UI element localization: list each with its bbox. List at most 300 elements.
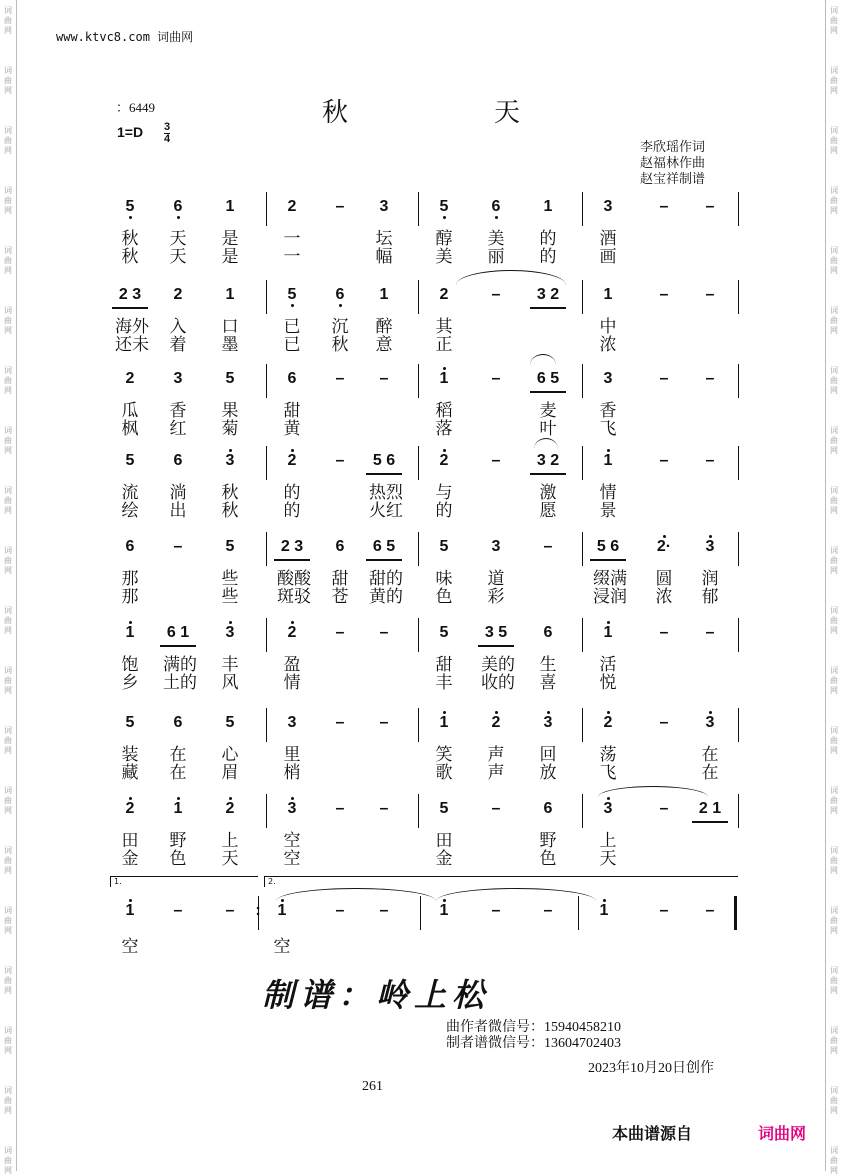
note: 3 <box>287 714 297 731</box>
lyric-syllable: 那 <box>121 587 139 607</box>
note: – <box>659 198 669 215</box>
watermark-text: 词 曲 网 <box>830 1026 838 1055</box>
lyric-syllable: 彩 <box>487 587 505 607</box>
lyric-syllable: 热烈 <box>369 483 403 503</box>
lyric-syllable: 心 <box>221 745 239 765</box>
note: – <box>659 452 669 469</box>
lyric-syllable: 的 <box>283 501 301 521</box>
lyric-syllable: 空 <box>121 937 139 957</box>
note: 6 5 <box>536 370 560 387</box>
watermark-text: 词 曲 网 <box>4 246 12 275</box>
barline <box>418 794 419 828</box>
lyric-syllable: 饱 <box>121 655 139 675</box>
barline <box>734 896 737 930</box>
eighth-underline <box>530 473 566 475</box>
note: 2 <box>439 286 449 303</box>
note: 1 <box>118 624 142 642</box>
lyric-syllable: 落 <box>435 419 453 439</box>
note: 3 <box>280 800 304 818</box>
octave-dot <box>547 711 550 714</box>
note: – <box>705 902 715 919</box>
eighth-underline <box>112 307 148 309</box>
lyric-syllable: 入 <box>169 317 187 337</box>
lyric-syllable: 枫 <box>121 419 139 439</box>
lyric-syllable: 黄的 <box>369 587 403 607</box>
octave-dot <box>495 711 498 714</box>
lyric-syllable: 空 <box>283 849 301 869</box>
note: – <box>173 902 183 919</box>
lyric-syllable: 的 <box>539 229 557 249</box>
note: 3 <box>218 624 242 642</box>
right-watermark-strip <box>825 0 842 1175</box>
lyric-syllable: 上 <box>599 831 617 851</box>
note: 2 <box>280 452 304 470</box>
barline <box>266 532 267 566</box>
note: 5 <box>118 198 142 216</box>
barline <box>266 708 267 742</box>
note: – <box>335 370 345 387</box>
lyric-syllable: 浓 <box>655 587 673 607</box>
watermark-text: 词 曲 网 <box>4 546 12 575</box>
eighth-underline <box>692 821 728 823</box>
composer-wechat: 曲作者微信号：15940458210 <box>446 1020 621 1035</box>
note: – <box>335 714 345 731</box>
note: 1 <box>432 370 456 388</box>
watermark-text: 词 曲 网 <box>830 186 838 215</box>
song-number: ：6449 <box>116 100 156 115</box>
note: 2 3 <box>118 286 142 303</box>
watermark-text: 词 曲 网 <box>4 126 12 155</box>
note: 1 <box>270 902 294 920</box>
barline <box>738 192 739 226</box>
note: – <box>705 286 715 303</box>
eighth-underline <box>590 559 626 561</box>
lyric-syllable: 幅 <box>375 247 393 267</box>
watermark-text: 词 曲 网 <box>830 1146 838 1175</box>
watermark-text: 词 曲 网 <box>830 546 838 575</box>
lyric-syllable: 是 <box>221 247 239 267</box>
lyric-syllable: 土的 <box>163 673 197 693</box>
lyric-syllable: 秋 <box>221 483 239 503</box>
lyric-syllable: 中 <box>599 317 617 337</box>
lyric-syllable: 空 <box>273 937 291 957</box>
octave-dot <box>709 535 712 538</box>
watermark-text: 词 曲 网 <box>4 306 12 335</box>
arranger-signature: 制谱：岭上松 <box>262 976 491 1014</box>
lyric-syllable: 美 <box>487 229 505 249</box>
watermark-text: 词 曲 网 <box>4 786 12 815</box>
note: 3 <box>491 538 501 555</box>
lyric-syllable: 秋 <box>121 229 139 249</box>
lyric-syllable: 菊 <box>221 419 239 439</box>
barline <box>418 446 419 480</box>
lyric-syllable: 色 <box>169 849 187 869</box>
watermark-text: 词 曲 网 <box>4 1146 12 1175</box>
barline <box>738 618 739 652</box>
note: – <box>335 902 345 919</box>
volta-bracket-2: 2. <box>264 876 738 887</box>
octave-dot <box>443 367 446 370</box>
lyric-syllable: 润 <box>701 569 719 589</box>
eighth-underline <box>366 559 402 561</box>
octave-dot <box>663 535 666 538</box>
note: – <box>379 624 389 641</box>
lyric-syllable: 画 <box>599 247 617 267</box>
note: 2 <box>596 714 620 732</box>
lyric-syllable: 满的 <box>163 655 197 675</box>
watermark-text: 词 曲 网 <box>4 906 12 935</box>
lyric-syllable: 上 <box>221 831 239 851</box>
note: – <box>379 902 389 919</box>
note: 3 <box>603 198 613 215</box>
note: – <box>659 714 669 731</box>
watermark-text: 词 曲 网 <box>830 246 838 275</box>
note: – <box>379 714 389 731</box>
barline <box>266 618 267 652</box>
note: 5 <box>125 452 135 469</box>
lyric-syllable: 收的 <box>481 673 515 693</box>
octave-dot <box>709 711 712 714</box>
page-number: 261 <box>362 1079 383 1094</box>
lyric-syllable: 丰 <box>435 673 453 693</box>
lyric-syllable: 丽 <box>487 247 505 267</box>
watermark-text: 词 曲 网 <box>830 966 838 995</box>
barline <box>418 618 419 652</box>
octave-dot <box>229 449 232 452</box>
note: – <box>705 624 715 641</box>
octave-dot <box>495 216 498 219</box>
barline <box>418 364 419 398</box>
lyric-syllable: 歌 <box>435 763 453 783</box>
lyric-syllable: 火红 <box>369 501 403 521</box>
note: 1 <box>596 624 620 642</box>
watermark-text: 词 曲 网 <box>830 666 838 695</box>
lyric-syllable: 愿 <box>539 501 557 521</box>
note: – <box>491 370 501 387</box>
left-watermark-strip <box>0 0 17 1175</box>
watermark-text: 词 曲 网 <box>830 6 838 35</box>
watermark-text: 词 曲 网 <box>830 726 838 755</box>
barline <box>582 618 583 652</box>
barline <box>266 794 267 828</box>
lyric-syllable: 藏 <box>121 763 139 783</box>
note: – <box>491 452 501 469</box>
note: 2 <box>484 714 508 732</box>
note: – <box>659 286 669 303</box>
barline <box>418 708 419 742</box>
watermark-text: 词 曲 网 <box>4 6 12 35</box>
barline <box>582 446 583 480</box>
eighth-underline <box>160 645 196 647</box>
note: 2· <box>652 538 676 556</box>
octave-dot <box>177 797 180 800</box>
note: 2 1 <box>698 800 722 817</box>
barline <box>582 794 583 828</box>
note: 6 <box>287 370 297 387</box>
watermark-text: 词 曲 网 <box>4 606 12 635</box>
lyric-syllable: 些 <box>221 587 239 607</box>
note: – <box>379 370 389 387</box>
lyric-syllable: 流 <box>121 483 139 503</box>
lyric-syllable: 天 <box>169 247 187 267</box>
lyric-syllable: 一 <box>283 229 301 249</box>
note: 5 <box>125 714 135 731</box>
note: – <box>335 452 345 469</box>
octave-dot <box>129 621 132 624</box>
lyric-syllable: 绘 <box>121 501 139 521</box>
lyric-syllable: 黄 <box>283 419 301 439</box>
slur <box>530 354 556 365</box>
octave-dot <box>129 797 132 800</box>
note: 2 <box>287 198 297 215</box>
lyric-syllable: 是 <box>221 229 239 249</box>
octave-dot <box>443 711 446 714</box>
lyric-syllable: 回 <box>539 745 557 765</box>
lyric-syllable: 声 <box>487 745 505 765</box>
lyric-syllable: 道 <box>487 569 505 589</box>
octave-dot <box>607 621 610 624</box>
note: – <box>659 800 669 817</box>
note: – <box>659 370 669 387</box>
note: 6 <box>166 198 190 216</box>
brand-link[interactable]: 词曲网 <box>758 1124 807 1143</box>
slur <box>598 786 708 797</box>
lyric-syllable: 丰 <box>221 655 239 675</box>
volta-bracket-1: 1. <box>110 876 258 887</box>
lyric-syllable: 那 <box>121 569 139 589</box>
slur <box>436 888 596 901</box>
note: 1 <box>225 198 235 215</box>
eighth-underline <box>366 473 402 475</box>
note: – <box>705 198 715 215</box>
lyric-syllable: 情 <box>283 673 301 693</box>
lyric-syllable: 田 <box>435 831 453 851</box>
eighth-underline <box>274 559 310 561</box>
octave-dot <box>603 899 606 902</box>
note: 3 <box>698 538 722 556</box>
octave-dot <box>607 797 610 800</box>
note: 5 <box>225 370 235 387</box>
lyric-syllable: 甜 <box>435 655 453 675</box>
lyric-syllable: 墨 <box>221 335 239 355</box>
lyric-syllable: 在 <box>701 745 719 765</box>
note: 1 <box>543 198 553 215</box>
octave-dot <box>607 449 610 452</box>
lyric-syllable: 秋 <box>121 247 139 267</box>
lyric-syllable: 的 <box>283 483 301 503</box>
slur <box>456 270 566 285</box>
note: – <box>491 902 501 919</box>
lyric-syllable: 色 <box>539 849 557 869</box>
lyric-syllable: 淌 <box>169 483 187 503</box>
lyric-syllable: 甜 <box>283 401 301 421</box>
note: – <box>705 452 715 469</box>
watermark-text: 词 曲 网 <box>830 486 838 515</box>
note: – <box>491 286 501 303</box>
time-signature <box>164 122 170 145</box>
lyric-syllable: 天 <box>169 229 187 249</box>
watermark-text: 词 曲 网 <box>830 1086 838 1115</box>
note: 3 <box>379 198 389 215</box>
lyric-syllable: 秋 <box>331 335 349 355</box>
lyric-syllable: 郁 <box>701 587 719 607</box>
note: 5 <box>225 714 235 731</box>
note: 6 <box>543 624 553 641</box>
lyric-syllable: 美的 <box>481 655 515 675</box>
watermark-text: 词 曲 网 <box>4 66 12 95</box>
lyric-syllable: 乡 <box>121 673 139 693</box>
lyric-syllable: 梢 <box>283 763 301 783</box>
lyric-syllable: 已 <box>283 335 301 355</box>
note: – <box>543 538 553 555</box>
note: 3 2 <box>536 452 560 469</box>
barline <box>266 364 267 398</box>
octave-dot <box>291 449 294 452</box>
lyric-syllable: 飞 <box>599 763 617 783</box>
note: 6 <box>484 198 508 216</box>
note: 1 <box>166 800 190 818</box>
lyric-syllable: 野 <box>169 831 187 851</box>
note: 2 <box>432 452 456 470</box>
lyric-syllable: 装 <box>121 745 139 765</box>
lyric-syllable: 里 <box>283 745 301 765</box>
repeat-dots: : <box>255 902 261 919</box>
watermark-text: 词 曲 网 <box>4 1086 12 1115</box>
credit-composer: 赵福林作曲 <box>640 156 706 171</box>
lyric-syllable: 红 <box>169 419 187 439</box>
source-label: 本曲谱源自 <box>612 1124 693 1143</box>
note: 2 <box>118 800 142 818</box>
lyric-syllable: 些 <box>221 569 239 589</box>
note: 1 <box>603 286 613 303</box>
barline <box>418 192 419 226</box>
octave-dot <box>443 449 446 452</box>
lyric-syllable: 在 <box>169 745 187 765</box>
note: – <box>659 902 669 919</box>
title-char-1: 秋 <box>322 98 349 128</box>
octave-dot <box>291 797 294 800</box>
lyric-syllable: 醉 <box>375 317 393 337</box>
barline <box>578 896 579 930</box>
creation-date: 2023年10月20日创作 <box>588 1061 714 1076</box>
lyric-syllable: 口 <box>221 317 239 337</box>
lyric-syllable: 醇 <box>435 229 453 249</box>
note: – <box>543 902 553 919</box>
note: 3 <box>173 370 183 387</box>
lyric-syllable: 放 <box>539 763 557 783</box>
barline <box>738 532 739 566</box>
slur <box>534 438 558 449</box>
octave-dot <box>291 621 294 624</box>
octave-dot <box>229 797 232 800</box>
lyric-syllable: 笑 <box>435 745 453 765</box>
site-url[interactable]: www.ktvc8.com 词曲网 <box>56 30 194 44</box>
note: 5 <box>439 800 449 817</box>
note: 5 <box>280 286 304 304</box>
lyric-syllable: 天 <box>599 849 617 869</box>
note: 1 <box>432 902 456 920</box>
note: 6 <box>173 452 183 469</box>
note: 2 3 <box>280 538 304 555</box>
note: 2 <box>218 800 242 818</box>
watermark-text: 词 曲 网 <box>830 906 838 935</box>
eighth-underline <box>530 307 566 309</box>
lyric-syllable: 海外 <box>115 317 149 337</box>
barline <box>420 896 421 930</box>
lyric-syllable: 苍 <box>331 587 349 607</box>
barline <box>266 446 267 480</box>
note: 6 <box>335 538 345 555</box>
lyric-syllable: 香 <box>169 401 187 421</box>
note: 3 <box>218 452 242 470</box>
barline <box>266 280 267 314</box>
lyric-syllable: 瓜 <box>121 401 139 421</box>
lyric-syllable: 缀满 <box>593 569 627 589</box>
barline <box>738 794 739 828</box>
lyric-syllable: 的 <box>539 247 557 267</box>
watermark-text: 词 曲 网 <box>4 846 12 875</box>
note: 3 <box>698 714 722 732</box>
time-numerator: 3 <box>164 121 171 133</box>
note: – <box>659 624 669 641</box>
note: 1 <box>379 286 389 303</box>
lyric-syllable: 活 <box>599 655 617 675</box>
lyric-syllable: 风 <box>221 673 239 693</box>
note: 3 2 <box>536 286 560 303</box>
note: 1 <box>596 452 620 470</box>
watermark-text: 词 曲 网 <box>830 306 838 335</box>
lyric-syllable: 眉 <box>221 763 239 783</box>
lyric-syllable: 浓 <box>599 335 617 355</box>
note: 2 <box>125 370 135 387</box>
lyric-syllable: 圆 <box>655 569 673 589</box>
key-signature: 1=D <box>117 124 144 140</box>
lyric-syllable: 甜的 <box>369 569 403 589</box>
note: 3 <box>603 370 613 387</box>
lyric-syllable: 果 <box>221 401 239 421</box>
octave-dot <box>339 304 342 307</box>
note: 5 6 <box>372 452 396 469</box>
lyric-syllable: 味 <box>435 569 453 589</box>
octave-dot <box>129 216 132 219</box>
watermark-text: 词 曲 网 <box>4 366 12 395</box>
barline <box>418 532 419 566</box>
watermark-text: 词 曲 网 <box>830 366 838 395</box>
note: 6 1 <box>166 624 190 641</box>
lyric-syllable: 空 <box>283 831 301 851</box>
lyric-syllable: 香 <box>599 401 617 421</box>
octave-dot <box>443 216 446 219</box>
watermark-text: 词 曲 网 <box>830 126 838 155</box>
note: – <box>225 902 235 919</box>
barline <box>582 532 583 566</box>
barline <box>582 280 583 314</box>
lyric-syllable: 着 <box>169 335 187 355</box>
note: – <box>173 538 183 555</box>
lyric-syllable: 甜 <box>331 569 349 589</box>
note: 6 5 <box>372 538 396 555</box>
note: 1 <box>118 902 142 920</box>
lyric-syllable: 声 <box>487 763 505 783</box>
lyric-syllable: 野 <box>539 831 557 851</box>
lyric-syllable: 坛 <box>375 229 393 249</box>
note: 1 <box>432 714 456 732</box>
lyric-syllable: 金 <box>435 849 453 869</box>
watermark-text: 词 曲 网 <box>830 786 838 815</box>
note: – <box>335 800 345 817</box>
lyric-syllable: 与 <box>435 483 453 503</box>
note: 6 <box>328 286 352 304</box>
